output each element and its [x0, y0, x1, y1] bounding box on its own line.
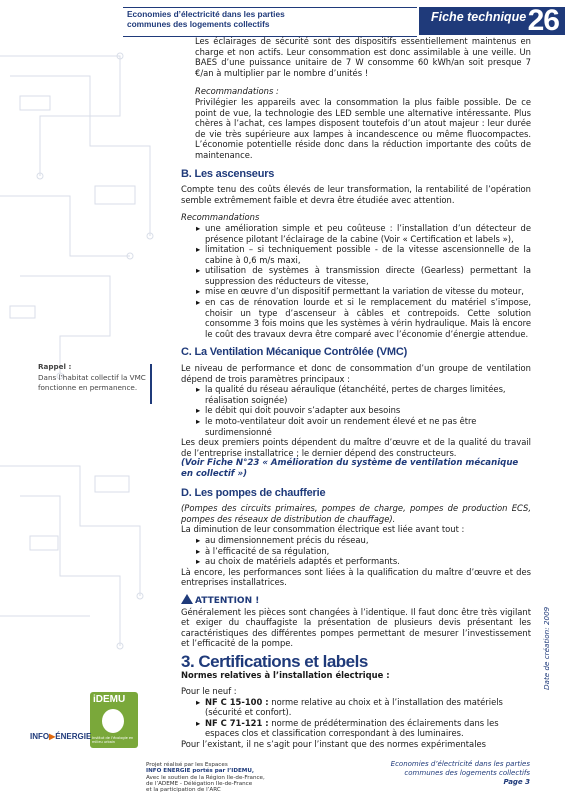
idemu-figure-icon — [102, 709, 124, 733]
list-item: ▸ utilisation de systèmes à transmission directe (Gearless) permettant la suppression des réducteurs de vitesse, — [195, 265, 531, 286]
list-item — [195, 718, 531, 739]
footer-credits — [146, 762, 316, 793]
section-d-paragraph-2: La diminution de leur consommation électrique est liée avant tout : — [181, 524, 465, 535]
norm-text: norme relative au choix et à l’installation des matériels (sécurité et confort). — [205, 696, 503, 718]
list-item: ▸ le débit qui doit pouvoir s’adapter aux besoins — [195, 405, 531, 416]
rappel-box — [38, 362, 148, 394]
rappel-text: Dans l’habitat collectif la VMC fonctionne en permanence. — [38, 372, 146, 392]
intro-reco-text: Privilégier les appareils avec la consommation la plus faible possible. De ce point de vue, la technologie des LED semble une alternative intéressante. Plus chères à l’achat, ces lampes disposent toutefois d’un atout majeur : leur durée de vie très supérieure aux lampes à incandescence ou même fluocompactes. L’économie potentielle réside donc dans la réduction importante des coûts de maintenance. — [195, 96, 531, 160]
footer-title-line2: communes des logements collectifs — [404, 768, 530, 777]
section-c-paragraph-2: Les deux premiers points dépendent du maître d’œuvre et de la qualité du travail de l’entreprise installatrice ; le dernier dépend des constructeurs. — [181, 437, 531, 458]
list-item: ▸ la qualité du réseau aéraulique (étanchéité, pertes de charges limitées, réalisation soignée) — [195, 384, 531, 405]
section-d-title: D. Les pompes de chaufferie — [181, 486, 326, 499]
list-item: ▸ à l’efficacité de sa régulation, — [195, 546, 531, 557]
arrow-icon: ▶ — [49, 732, 56, 741]
footer-credit-line: et la participation de l’ARC — [146, 787, 221, 794]
page-number: Page 3 — [503, 777, 530, 786]
section-3-neuf: Pour le neuf : — [181, 686, 237, 697]
list-item: ▸ limitation – si techniquement possible - de la vitesse ascensionnelle de la cabine à 0,6 m/s maxi, — [195, 244, 531, 265]
section-d-paragraph-3: Là encore, les performances sont liées à la qualification du maître d’œuvre et des entreprises installatrices. — [181, 566, 531, 588]
warning-icon — [181, 594, 193, 604]
main-content — [181, 36, 531, 750]
list-item — [195, 697, 531, 718]
warning-text: Généralement les pièces sont changées à l’identique. Il faut donc être très vigilant et exiger du chauffagiste la présentation de plusieurs devis présentant les caractéristiques des différentes pompes permettant de mesurer l’investissement et l’efficacité de la pompe. — [181, 606, 531, 649]
footer-title-line1: Economies d’électricité dans les parties — [390, 760, 530, 768]
footer-credit-line: INFO ENERGIE portés par l’IDEMU, — [146, 768, 255, 775]
section-c-paragraph: Le niveau de performance et donc de consommation d’un groupe de ventilation dépend de trois paramètres principaux : — [181, 363, 531, 384]
header-title-line1: Economies d’électricité dans les parties — [127, 9, 285, 19]
footer-credit-line: de l’ADEME - Délégation Ile-de-France — [146, 780, 253, 787]
rappel-bar — [150, 364, 152, 404]
footer-credit-line: Projet réalisé par les Espaces — [146, 762, 228, 768]
rappel-title: Rappel : — [38, 362, 72, 371]
section-b-title: B. Les ascenseurs — [181, 167, 275, 180]
decorative-background — [0, 36, 170, 656]
header-band — [419, 4, 565, 37]
header-title — [123, 7, 417, 37]
info-energie-left: INFO — [30, 732, 50, 741]
list-item: ▸ en cas de rénovation lourde et si le remplacement du matériel s’impose, choisir un type d’ascenseur à câbles et contrepoids. Cette solution consomme 3 fois moins que les systèmes à vérin hydraulique. Mais là encore le coût des travaux devra être comparé avec l’économie d’énergie attendue. — [195, 297, 531, 339]
section-3-subtitle: Normes relatives à l’installation électrique : — [181, 670, 390, 681]
section-c-see-also: (Voir Fiche N°23 « Amélioration du système de ventilation mécanique en collectif ») — [181, 458, 519, 479]
norm-code: NF C 71-121 : — [205, 717, 269, 728]
creation-date: Date de création: 2009 — [542, 606, 551, 690]
list-item: ▸ une amélioration simple et peu coûteuse : l’installation d’un détecteur de présence pilotant l’éclairage de la cabine (Voir « Certification et labels »), — [195, 223, 531, 244]
norm-code: NF C 15-100 : — [205, 696, 269, 707]
section-3-existing: Pour l’existant, il ne s’agit pour l’instant que des normes expérimentales — [181, 739, 487, 750]
section-d-paragraph: (Pompes des circuits primaires, pompes de charge, pompes de production ECS, pompes des réseaux de distribution de chauffage). — [181, 503, 531, 524]
list-item: ▸ le moto-ventilateur doit avoir un rendement élevé et ne pas être surdimensionné — [195, 416, 531, 437]
list-item: ▸ au dimensionnement précis du réseau, — [195, 535, 531, 546]
footer-credit-line: Avec le soutien de la Région Ile-de-France, — [146, 774, 265, 781]
footer-title — [360, 760, 530, 786]
idemu-logo-text: iDEMU — [93, 694, 126, 705]
intro-paragraph: Les éclairages de sécurité sont des dispositifs essentiellement maintenus en charge et non actifs. Leur consommation est donc assimilable à une veille. Un BAES d’une puissance unitaire de 7 W consomme 60 kWh/an soit presque 7 €/an à multiplier par le nombre d’unités ! — [195, 36, 531, 78]
idemu-logo — [90, 692, 138, 748]
warning-heading — [181, 593, 531, 607]
fiche-number: 26 — [527, 4, 559, 37]
fiche-label: Fiche technique — [431, 10, 527, 24]
info-energie-logo — [30, 732, 91, 741]
header-title-line2: communes des logements collectifs — [127, 18, 270, 29]
intro-reco-title: Recommandations : — [195, 86, 279, 97]
idemu-logo-subtitle: Institut de l’écologie en milieu urbain — [92, 736, 134, 744]
warning-label: ATTENTION ! — [195, 595, 260, 606]
section-3-title: 3. Certifications et labels — [181, 651, 368, 671]
info-energie-right: ÉNERGIE — [55, 732, 92, 741]
section-b-paragraph: Compte tenu des coûts élevés de leur transformation, la rentabilité de l’opération semble extrêmement faible et devra être étudiée avec attention. — [181, 184, 531, 205]
norm-text: norme de prédétermination des éclairements dans les espaces clos et classification correspondant à des luminaires. — [205, 717, 499, 739]
section-c-title: C. La Ventilation Mécanique Contrôlée (VMC) — [181, 346, 408, 359]
list-item: ▸ mise en œuvre d’un dispositif permettant la variation de vitesse du moteur, — [195, 286, 531, 297]
section-b-reco-title: Recommandations — [181, 212, 260, 223]
list-item: ▸ au choix de matériels adaptés et performants. — [195, 556, 531, 567]
